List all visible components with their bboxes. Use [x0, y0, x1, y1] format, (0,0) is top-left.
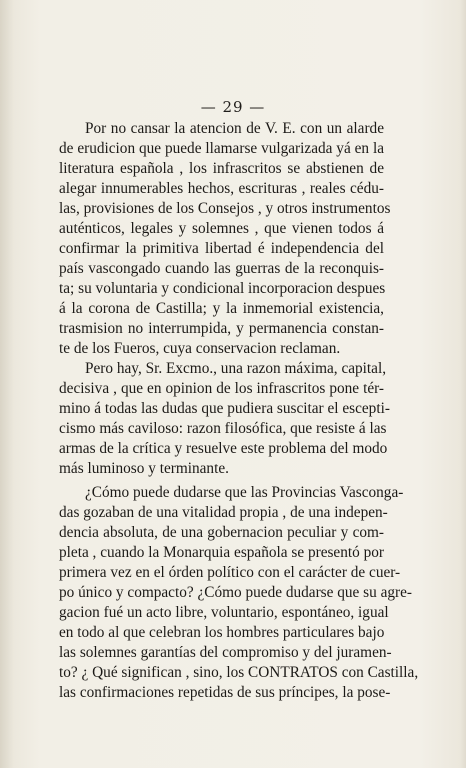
paragraph-2-line-2: decisiva , que en opinion de los infrascritos pone tér- — [59, 380, 384, 397]
paragraph-1-line-9: ta; su voluntaria y condicional incorporacion despues — [59, 280, 386, 297]
paragraph-3-line-10: to? ¿ Qué significan , sino, los CONTRATOS con Castilla, — [59, 664, 419, 681]
paragraph-2-line-1: Pero hay, Sr. Excmo., una razon máxima, capital, — [85, 360, 387, 377]
paragraph-1-line-6: auténticos, legales y solemnes , que vienen todos á — [59, 220, 384, 237]
paragraph-1-line-3: literatura española , los infrascritos se abstienen de — [59, 160, 384, 177]
paragraph-3-line-11: las confirmaciones repetidas de sus príncipes, la pose- — [59, 684, 391, 701]
paragraph-2-line-5: armas de la crítica y resuelve este problema del modo — [59, 440, 388, 457]
paragraph-1-line-12: te de los Fueros, cuya conservacion reclaman. — [59, 340, 341, 357]
paragraph-3-line-1: ¿Cómo puede dudarse que las Provincias Vasconga- — [85, 484, 404, 501]
paragraph-3-line-3: dencia absoluta, de una gobernacion peculiar y com- — [59, 524, 384, 541]
page-number: — 29 — — [200, 98, 266, 116]
paragraph-1-line-7: confirmar la primitiva libertad é independencia del — [59, 240, 384, 257]
paragraph-3-line-8: en todo al que celebran los hombres particulares bajo — [59, 624, 385, 641]
paragraph-1-line-8: país vascongado cuando las guerras de la reconquis- — [59, 260, 384, 277]
paragraph-3-line-7: gacion fué un acto libre, voluntario, espontáneo, igual — [59, 604, 389, 621]
paragraph-2-line-3: mino á todas las dudas que pudiera suscitar el escepti- — [59, 400, 390, 417]
paragraph-3-line-9: las solemnes garantías del compromiso y del juramen- — [59, 644, 392, 661]
paragraph-3-line-5: primera vez en el órden político con el carácter de cuer- — [59, 564, 401, 581]
paragraph-2-line-4: cismo más caviloso: razon filosófica, que resiste á las — [59, 420, 387, 437]
paragraph-1-line-10: á la corona de Castilla; y la inmemorial existencia, — [59, 300, 384, 317]
paragraph-2-line-6: más luminoso y terminante. — [59, 460, 229, 477]
body-text — [59, 119, 419, 703]
paragraph-1-line-4: alegar innumerables hechos, escrituras , reales cédu- — [59, 180, 384, 197]
paragraph-3-line-2: das gozaban de una vitalidad propia , de una indepen- — [59, 504, 388, 521]
paragraph-3-line-6: po único y compacto? ¿Cómo puede dudarse que su agre- — [59, 584, 412, 601]
paragraph-1-line-5: las, provisiones de los Consejos , y otros instrumentos — [59, 200, 391, 217]
paragraph-1-line-2: de erudicion que puede llamarse vulgarizada yá en la — [59, 140, 384, 157]
paragraph-3-line-4: pleta , cuando la Monarquia española se presentó por — [59, 544, 384, 561]
paragraph-1-line-1: Por no cansar la atencion de V. E. con un alarde — [85, 120, 384, 137]
paragraph-1-line-11: trasmision no interrumpida, y permanencia constan- — [59, 320, 384, 337]
